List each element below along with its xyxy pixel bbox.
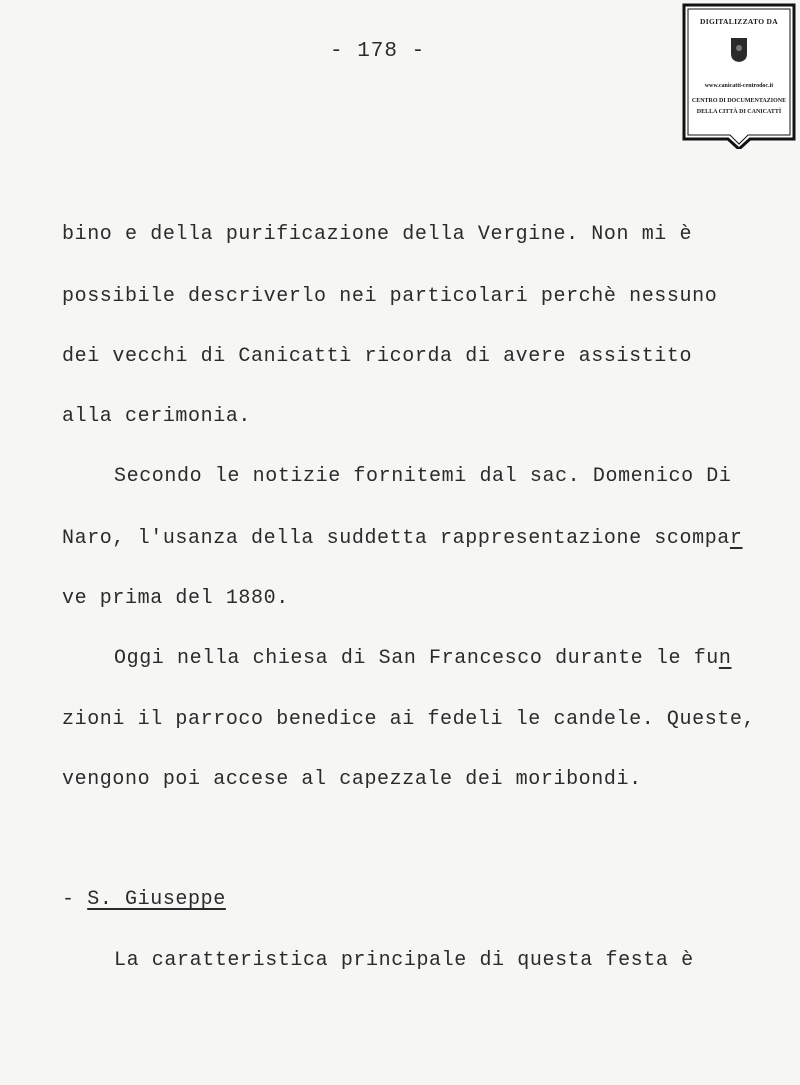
- body-line: ve prima del 1880.: [62, 587, 289, 610]
- underlined-fragment: n: [718, 647, 732, 670]
- closing-line: La caratteristica principale di questa festa è: [114, 949, 694, 972]
- body-line: Secondo le notizie fornitemi dal sac. Domenico Di: [114, 465, 732, 488]
- line-text: Oggi nella chiesa di San Francesco durante le fu: [114, 647, 719, 670]
- body-line: zioni il parroco benedice ai fedeli le candele. Queste,: [62, 708, 756, 731]
- digitization-stamp: [682, 3, 796, 149]
- section-dash: -: [62, 888, 88, 911]
- underlined-fragment: r: [729, 527, 743, 550]
- stamp-line1: CENTRO DI DOCUMENTAZIONE: [691, 98, 787, 104]
- body-line: vengono poi accese al capezzale dei moribondi.: [62, 768, 642, 791]
- body-line: [62, 527, 743, 550]
- body-line: bino e della purificazione della Vergine. Non mi è: [62, 223, 693, 246]
- line-text: Naro, l'usanza della suddetta rappresentazione scompa: [62, 527, 730, 550]
- page-number: - 178 -: [330, 40, 426, 63]
- body-line: [114, 647, 732, 670]
- stamp-line2: DELLA CITTÀ DI CANICATTÌ: [696, 109, 782, 115]
- body-line: alla cerimonia.: [62, 405, 252, 428]
- stamp-url: www.canicatti-centrodoc.it: [704, 83, 774, 89]
- section-heading: [62, 888, 226, 911]
- stamp-title: DIGITALIZZATO DA: [700, 17, 778, 26]
- body-line: possibile descriverlo nei particolari perchè nessuno: [62, 285, 718, 308]
- crest-icon: [730, 37, 748, 63]
- section-title: S. Giuseppe: [87, 888, 226, 911]
- body-line: dei vecchi di Canicattì ricorda di avere assistito: [62, 345, 693, 368]
